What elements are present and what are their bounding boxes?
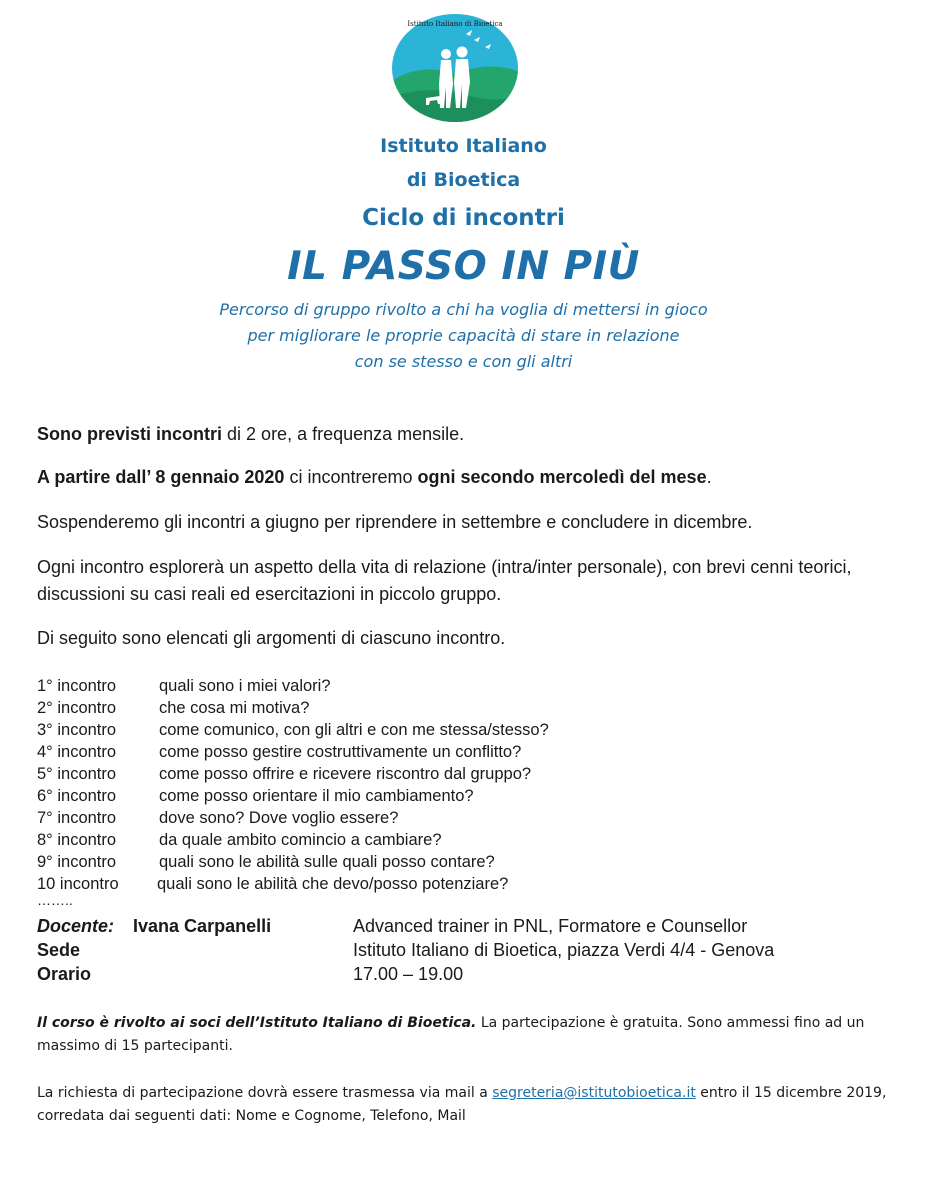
list-item (37, 697, 549, 719)
meeting-number: 1° incontro (37, 677, 117, 695)
meeting-number: 3° incontro (37, 721, 117, 739)
ellipsis-dots: …….. (37, 892, 73, 908)
meeting-number: 7° incontro (37, 809, 117, 827)
footer-bold-italic: Il corso è rivolto ai soci dell’Istituto Italiano di Bioetica. (37, 1015, 477, 1031)
footer-eligibility-rest: La partecipazione è gratuita. Sono ammessi fino ad un massimo di 15 partecipanti. (37, 1015, 865, 1054)
docente-name: Ivana Carpanelli (133, 916, 272, 936)
sede-label: Sede (37, 940, 81, 960)
footer-request-end: entro il 15 dicembre 2019, corredata dai seguenti dati: Nome e Cognome, Telefono, Mail (37, 1085, 887, 1124)
page-title: IL PASSO IN PIÙ (287, 244, 640, 289)
paragraph-start-date (37, 464, 897, 491)
paragraph-description: Ogni incontro esplorerà un aspetto della vita di relazione (intra/inter personale), con brevi cenni teorici, discussioni su casi reali ed esercitazioni in piccolo gruppo. (37, 557, 852, 604)
footer-request (37, 1082, 897, 1128)
meeting-topic: quali sono le abilità che devo/posso potenziare? (157, 875, 509, 893)
p2-mid: ci incontreremo (284, 467, 418, 487)
list-item (37, 675, 549, 697)
list-item (37, 763, 549, 785)
meeting-number: 10 incontro (37, 875, 119, 893)
list-item (37, 851, 549, 873)
docente-value: Advanced trainer in PNL, Formatore e Counsellor (353, 916, 748, 936)
meeting-topic: dove sono? Dove voglio essere? (159, 809, 399, 827)
orario-value: 17.00 – 19.00 (353, 964, 464, 984)
meeting-topic: che cosa mi motiva? (159, 699, 310, 717)
p2-bold-date: A partire dall’ 8 gennaio 2020 (37, 467, 285, 487)
info-docente (37, 914, 748, 938)
meeting-number: 6° incontro (37, 787, 117, 805)
meeting-topic: quali sono i miei valori? (159, 677, 331, 695)
p2-bold-day: ogni secondo mercoledì del mese (417, 467, 707, 487)
org-name-line2: di Bioetica (406, 169, 521, 191)
logo-ring-text: Istituto Italiano di Bioetica (407, 20, 503, 28)
meeting-number: 4° incontro (37, 743, 117, 761)
list-item (37, 873, 549, 895)
meeting-number: 5° incontro (37, 765, 117, 783)
subtitle-line: Percorso di gruppo rivolto a chi ha voglia di mettersi in gioco (219, 300, 708, 319)
paragraph-frequency (37, 421, 897, 448)
list-item (37, 829, 549, 851)
bioetica-logo-icon (390, 12, 520, 124)
meeting-topic: quali sono le abilità sulle quali posso contare? (159, 853, 495, 871)
subtitle-line: per migliorare le proprie capacità di stare in relazione (247, 326, 680, 345)
docente-label: Docente: (37, 916, 115, 936)
info-orario (37, 962, 464, 986)
meetings-list (37, 675, 549, 895)
subtitle (0, 297, 927, 375)
info-sede (37, 938, 775, 962)
orario-label: Orario (37, 964, 92, 984)
meeting-topic: come comunico, con gli altri e con me stessa/stesso? (159, 721, 549, 739)
p1-bold: Sono previsti incontri (37, 424, 223, 444)
email-link[interactable]: segreteria@istitutobioetica.it (492, 1085, 696, 1101)
meeting-topic: come posso orientare il mio cambiamento? (159, 787, 474, 805)
meeting-number: 9° incontro (37, 853, 117, 871)
org-name-line1: Istituto Italiano (380, 135, 547, 157)
list-item (37, 785, 549, 807)
footer-request-start: La richiesta di partecipazione dovrà essere trasmessa via mail a (37, 1085, 493, 1101)
meeting-number: 2° incontro (37, 699, 117, 717)
p1-rest: di 2 ore, a frequenza mensile. (222, 424, 465, 444)
meeting-topic: come posso offrire e ricevere riscontro dal gruppo? (159, 765, 532, 783)
sede-value: Istituto Italiano di Bioetica, piazza Verdi 4/4 - Genova (353, 940, 775, 960)
footer-eligibility (37, 1012, 897, 1058)
meeting-topic: da quale ambito comincio a cambiare? (159, 831, 442, 849)
list-item (37, 741, 549, 763)
subtitle-line: con se stesso e con gli altri (354, 352, 573, 371)
cycle-heading: Ciclo di incontri (362, 205, 565, 231)
p2-end: . (706, 467, 712, 487)
list-item (37, 719, 549, 741)
paragraph-suspension: Sospenderemo gli incontri a giugno per riprendere in settembre e concludere in dicembre. (37, 512, 753, 532)
meeting-number: 8° incontro (37, 831, 117, 849)
meeting-topic: come posso gestire costruttivamente un conflitto? (159, 743, 522, 761)
paragraph-list-intro: Di seguito sono elencati gli argomenti di ciascuno incontro. (37, 628, 506, 648)
list-item (37, 807, 549, 829)
